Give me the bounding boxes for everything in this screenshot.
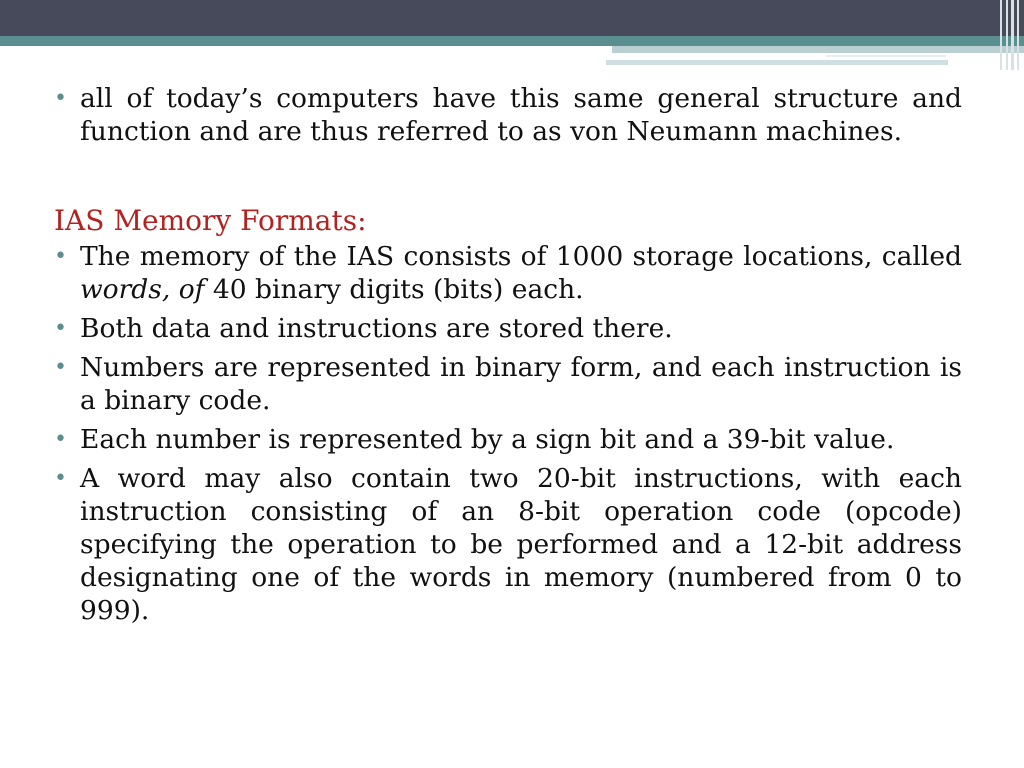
bullet-icon: • [54, 427, 67, 452]
bullet-icon: • [54, 316, 67, 341]
vertical-bar [1000, 0, 1002, 70]
item-text: Both data and instructions are stored there. [80, 313, 673, 344]
vertical-bar [1006, 0, 1008, 70]
item-text: A word may also contain two 20-bit instructions, with each instruction consisting of an 8-bit operation code (opcode) specifying the operation to be performed and a 12-bit address designating one of the words in memory (numbered from 0 to 999). [80, 463, 962, 626]
list-item [54, 423, 962, 456]
bullet-icon: • [54, 355, 67, 380]
bullet-icon: • [54, 466, 67, 491]
header-vertical-bars [996, 0, 1024, 70]
item-text: Each number is represented by a sign bit and a 39-bit value. [80, 424, 895, 455]
section-heading: IAS Memory Formats: [54, 204, 367, 237]
item-text: Numbers are represented in binary form, and each instruction is a binary code. [80, 352, 962, 416]
header-band-teal [0, 36, 1024, 46]
header-accent-line [826, 55, 946, 57]
vertical-bar [1011, 0, 1014, 70]
bullet-icon: • [54, 244, 67, 269]
header-accent-line [612, 46, 1024, 53]
intro-list [54, 82, 962, 148]
header-accent-line [606, 60, 948, 65]
list-item [54, 82, 962, 148]
list-item [54, 351, 962, 417]
item-text: The memory of the IAS consists of 1000 storage locations, called [80, 241, 962, 272]
intro-text: all of today’s computers have this same general structure and function and are thus referred to as von Neumann machines. [80, 83, 962, 147]
list-item [54, 312, 962, 345]
item-text-italic: words, of [80, 274, 205, 305]
list-item [54, 240, 962, 306]
vertical-bar [1017, 0, 1019, 70]
memory-format-list [54, 240, 962, 627]
item-text: 40 binary digits (bits) each. [204, 274, 584, 305]
slide-body [54, 82, 962, 633]
header-band-dark [0, 0, 1024, 36]
list-item [54, 462, 962, 627]
bullet-icon: • [54, 86, 67, 111]
